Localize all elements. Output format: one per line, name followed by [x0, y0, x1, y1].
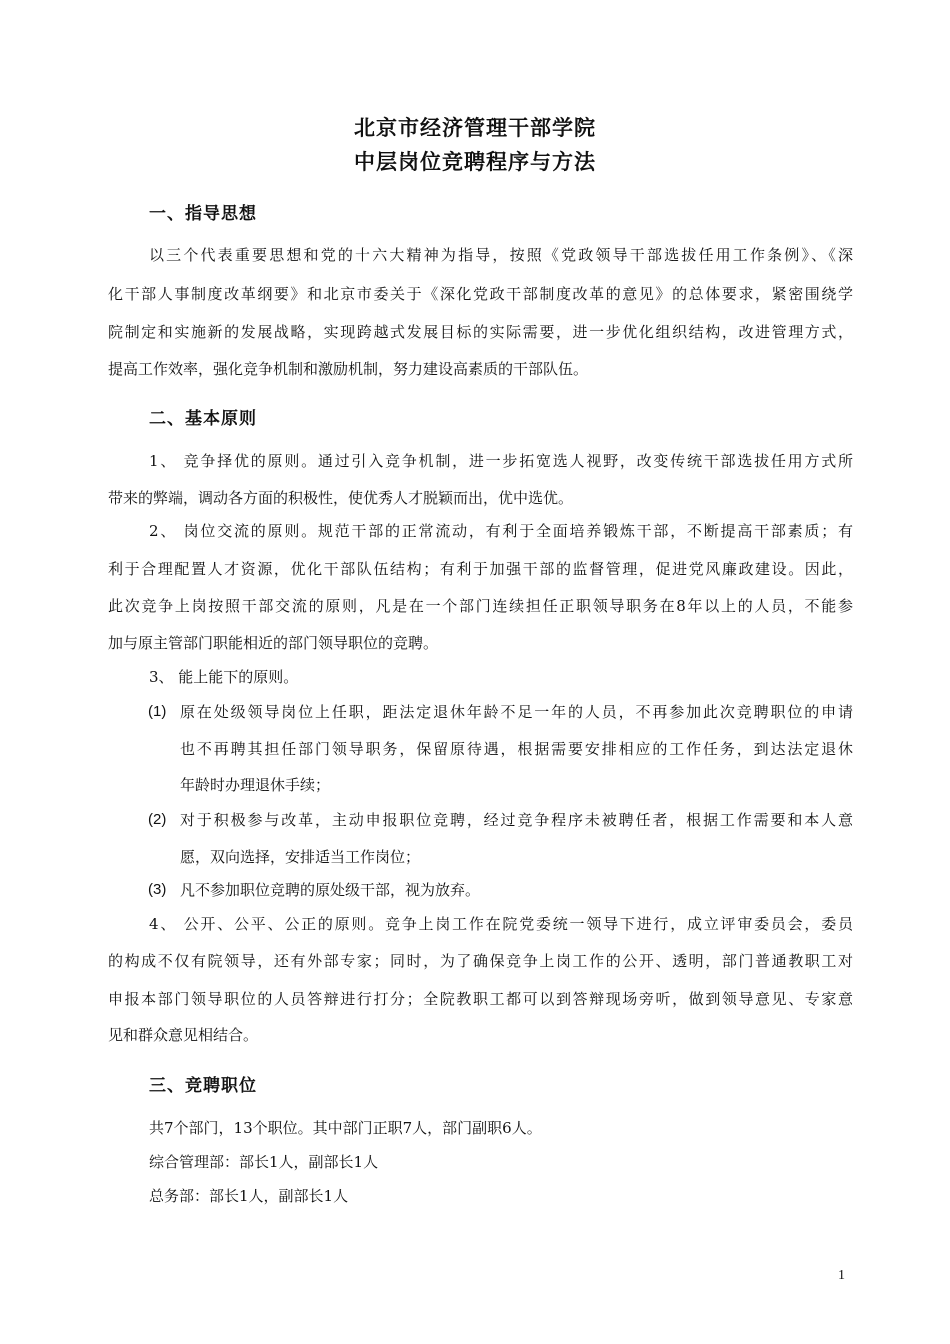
principle1-line: 带来的弊端，调动各方面的积极性，使优秀人才脱颖而出，优中选优。 [108, 489, 574, 507]
section1-line: 院制定和实施新的发展战略，实现跨越式发展目标的实际需要，进一步优化组织结构，改进管理方式， [108, 323, 853, 341]
section1-line: 以三个代表重要思想和党的十六大精神为指导，按照《党政领导干部选拔任用工作条例》、《深 [149, 246, 853, 264]
section1-heading: 一、指导思想 [149, 204, 257, 224]
list-item-line: 愿，双向选择，安排适当工作岗位； [180, 848, 421, 866]
principle3-line: 3、 能上能下的原则。 [149, 668, 299, 686]
principle4-line: 4、 公开、公平、公正的原则。竞争上岗工作在院党委统一领导下进行，成立评审委员会，委员 [149, 915, 853, 933]
list-number: (2) [148, 811, 167, 828]
principle2-line: 2、 岗位交流的原则。规范干部的正常流动，有利于全面培养锻炼干部，不断提高干部素质；有 [149, 522, 853, 540]
list-item-line: 凡不参加职位竞聘的原处级干部，视为放弃。 [180, 881, 481, 899]
section3-line: 总务部：部长1人，副部长1人 [149, 1187, 349, 1205]
list-item-line: 对于积极参与改革，主动申报职位竞聘，经过竞争程序未被聘任者，根据工作需要和本人意 [180, 811, 853, 829]
list-item-line: 也不再聘其担任部门领导职务，保留原待遇，根据需要安排相应的工作任务，到达法定退休 [180, 740, 853, 758]
document-title: 北京市经济管理干部学院 [354, 116, 596, 140]
document-subtitle: 中层岗位竞聘程序与方法 [354, 150, 596, 174]
list-item-line: 原在处级领导岗位上任职，距法定退休年龄不足一年的人员，不再参加此次竞聘职位的申请 [180, 703, 853, 721]
section1-line: 化干部人事制度改革纲要》和北京市委关于《深化党政干部制度改革的意见》的总体要求，紧密围绕学 [108, 285, 853, 303]
section1-line: 提高工作效率，强化竞争机制和激励机制，努力建设高素质的干部队伍。 [108, 360, 589, 378]
page-number: 1 [838, 1268, 845, 1283]
principle2-line: 此次竞争上岗按照干部交流的原则，凡是在一个部门连续担任正职领导职务在8年以上的人员，不能参 [108, 597, 853, 615]
principle2-line: 利于合理配置人才资源，优化干部队伍结构；有利于加强干部的监督管理，促进党风廉政建设。因此， [108, 560, 853, 578]
section2-heading: 二、基本原则 [149, 409, 257, 429]
principle1-line: 1、 竞争择优的原则。通过引入竞争机制，进一步拓宽选人视野，改变传统干部选拔任用方式所 [149, 452, 853, 470]
principle2-line: 加与原主管部门职能相近的部门领导职位的竞聘。 [108, 634, 439, 652]
principle4-line: 见和群众意见相结合。 [108, 1026, 259, 1044]
list-item-line: 年龄时办理退休手续； [180, 776, 331, 794]
list-number: (1) [148, 703, 167, 720]
section3-heading: 三、竞聘职位 [149, 1076, 257, 1096]
section3-line: 综合管理部：部长1人，副部长1人 [149, 1153, 379, 1171]
section3-line: 共7个部门，13个职位。其中部门正职7人，部门副职6人。 [149, 1119, 542, 1137]
list-number: (3) [148, 881, 167, 898]
principle4-line: 的构成不仅有院领导，还有外部专家；同时，为了确保竞争上岗工作的公开、透明，部门普通教职工对 [108, 952, 853, 970]
principle4-line: 申报本部门领导职位的人员答辩进行打分；全院教职工都可以到答辩现场旁听，做到领导意见、专家意 [108, 990, 853, 1008]
